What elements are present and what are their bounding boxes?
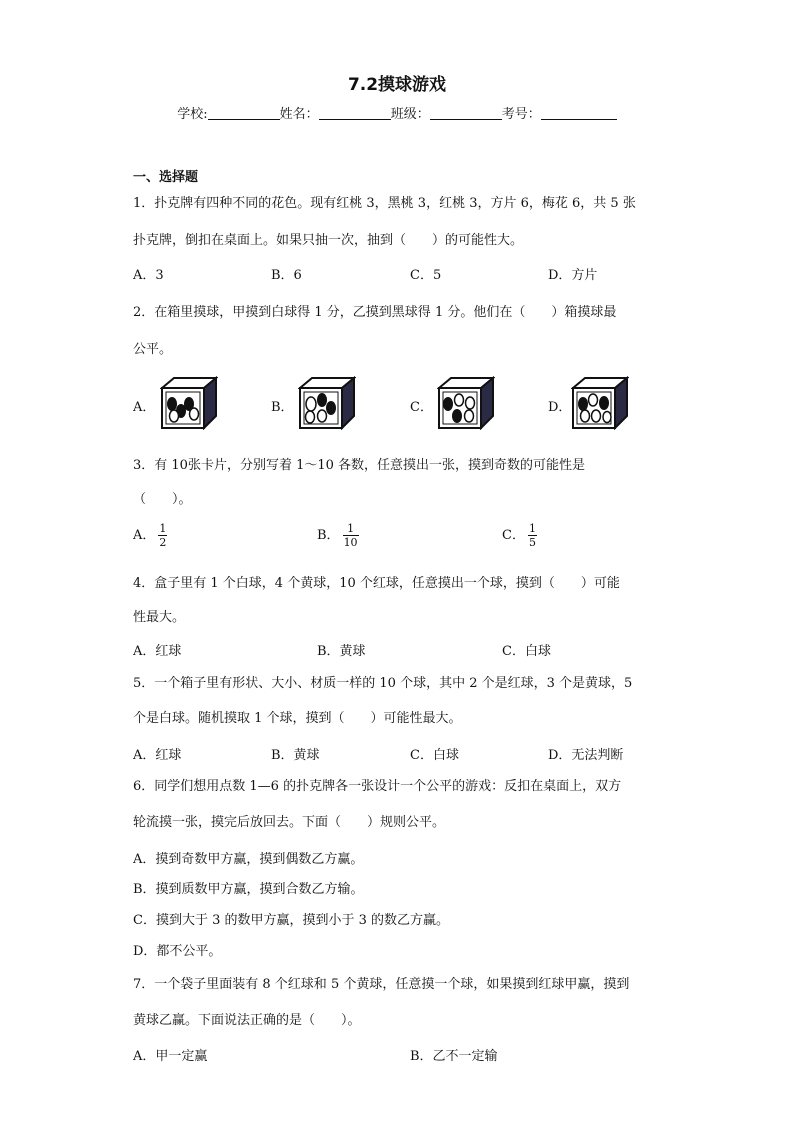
question-4-option-b[interactable]: B．黄球 bbox=[317, 644, 366, 659]
name-blank[interactable] bbox=[319, 105, 391, 120]
number-blank[interactable] bbox=[541, 105, 617, 120]
question-7-option-a[interactable]: A．甲一定赢 bbox=[133, 1049, 208, 1064]
question-3-line-2: （ ）。 bbox=[133, 492, 192, 507]
question-7-option-b[interactable]: B．乙不一定输 bbox=[410, 1049, 498, 1064]
question-4-line-1: 4．盒子里有 1 个白球，4 个黄球，10 个红球，任意摸出一个球，摸到（ ）可能 bbox=[133, 576, 620, 591]
fraction-one-fifth bbox=[528, 522, 537, 549]
fraction-one-half bbox=[158, 522, 167, 549]
question-2-option-a[interactable]: A． bbox=[133, 400, 156, 415]
question-2-option-c[interactable]: C． bbox=[410, 400, 433, 415]
fraction-denominator: 2 bbox=[159, 536, 167, 549]
question-6-option-a[interactable]: A．摸到奇数甲方赢，摸到偶数乙方赢。 bbox=[133, 852, 364, 867]
question-5-option-c[interactable]: C．白球 bbox=[410, 748, 459, 763]
school-label: 学校: bbox=[177, 107, 208, 122]
school-blank[interactable] bbox=[208, 105, 280, 120]
question-1-option-b[interactable]: B．6 bbox=[271, 268, 302, 283]
fraction-numerator: 1 bbox=[159, 522, 167, 535]
question-5-line-1: 5．一个箱子里有形状、大小、材质一样的 10 个球，其中 2 个是红球，3 个是黄球，5 bbox=[133, 676, 633, 691]
fraction-denominator: 5 bbox=[528, 536, 536, 549]
question-3-option-c-label: C． bbox=[502, 528, 525, 543]
class-blank[interactable] bbox=[430, 105, 502, 120]
question-3-option-a[interactable] bbox=[133, 522, 167, 549]
fraction-numerator: 1 bbox=[528, 522, 536, 535]
name-label: 姓名： bbox=[279, 107, 319, 122]
box-c-image[interactable] bbox=[437, 376, 495, 430]
question-2-option-b[interactable]: B． bbox=[271, 400, 294, 415]
question-3-option-c[interactable] bbox=[502, 522, 537, 549]
question-6-option-d[interactable]: D．都不公平。 bbox=[133, 944, 222, 959]
box-b-image[interactable] bbox=[298, 376, 356, 430]
student-info-line bbox=[0, 103, 794, 122]
question-4-option-c[interactable]: C．白球 bbox=[502, 644, 551, 659]
page-title: 7.2摸球游戏 bbox=[347, 75, 447, 95]
question-7-line-2: 黄球乙赢。下面说法正确的是（ ）。 bbox=[133, 1013, 361, 1028]
box-d-image[interactable] bbox=[571, 376, 629, 430]
box-a-image[interactable] bbox=[160, 376, 218, 430]
question-3-line-1: 3．有 10张卡片，分别写着 1～10 各数，任意摸出一张，摸到奇数的可能性是 bbox=[133, 458, 586, 473]
question-4-line-2: 性最大。 bbox=[133, 610, 186, 625]
question-4-option-a[interactable]: A．红球 bbox=[133, 644, 182, 659]
question-1-option-d[interactable]: D．方片 bbox=[548, 268, 598, 283]
question-3-option-a-label: A． bbox=[133, 528, 156, 543]
question-5-option-a[interactable]: A．红球 bbox=[133, 748, 182, 763]
question-1-line-2: 扑克牌，倒扣在桌面上。如果只抽一次，抽到（ ）的可能性大。 bbox=[133, 233, 524, 248]
question-5-option-b[interactable]: B．黄球 bbox=[271, 748, 320, 763]
section-heading: 一、选择题 bbox=[133, 170, 199, 185]
question-3-option-b[interactable] bbox=[317, 522, 359, 549]
fraction-denominator: 10 bbox=[343, 536, 358, 549]
question-6-option-c[interactable]: C．摸到大于 3 的数甲方赢，摸到小于 3 的数乙方赢。 bbox=[133, 913, 450, 928]
question-6-line-2: 轮流摸一张，摸完后放回去。下面（ ）规则公平。 bbox=[133, 815, 446, 830]
question-6-line-1: 6．同学们想用点数 1—6 的扑克牌各一张设计一个公平的游戏：反扣在桌面上，双方 bbox=[133, 779, 622, 794]
question-5-option-d[interactable]: D．无法判断 bbox=[548, 748, 624, 763]
question-3-option-b-label: B． bbox=[317, 528, 340, 543]
fraction-one-tenth bbox=[343, 522, 359, 549]
question-2-option-d[interactable]: D． bbox=[548, 400, 572, 415]
question-2-line-2: 公平。 bbox=[133, 342, 173, 357]
fraction-numerator: 1 bbox=[343, 522, 359, 536]
question-2-line-1: 2．在箱里摸球，甲摸到白球得 1 分，乙摸到黑球得 1 分。他们在（ ）箱摸球最 bbox=[133, 305, 617, 320]
question-1-line-1: 1．扑克牌有四种不同的花色。现有红桃 3，黑桃 3，红桃 3，方片 6，梅花 6，共 5 张 bbox=[133, 196, 636, 211]
question-1-option-a[interactable]: A．3 bbox=[133, 268, 164, 283]
number-label: 考号： bbox=[501, 107, 541, 122]
question-6-option-b[interactable]: B．摸到质数甲方赢，摸到合数乙方输。 bbox=[133, 882, 364, 897]
question-5-line-2: 个是白球。随机摸取 1 个球，摸到（ ）可能性最大。 bbox=[133, 711, 462, 726]
question-1-option-c[interactable]: C．5 bbox=[410, 268, 442, 283]
class-label: 班级： bbox=[390, 107, 430, 122]
question-7-line-1: 7．一个袋子里面装有 8 个红球和 5 个黄球，任意摸一个球，如果摸到红球甲赢，摸到 bbox=[133, 977, 630, 992]
